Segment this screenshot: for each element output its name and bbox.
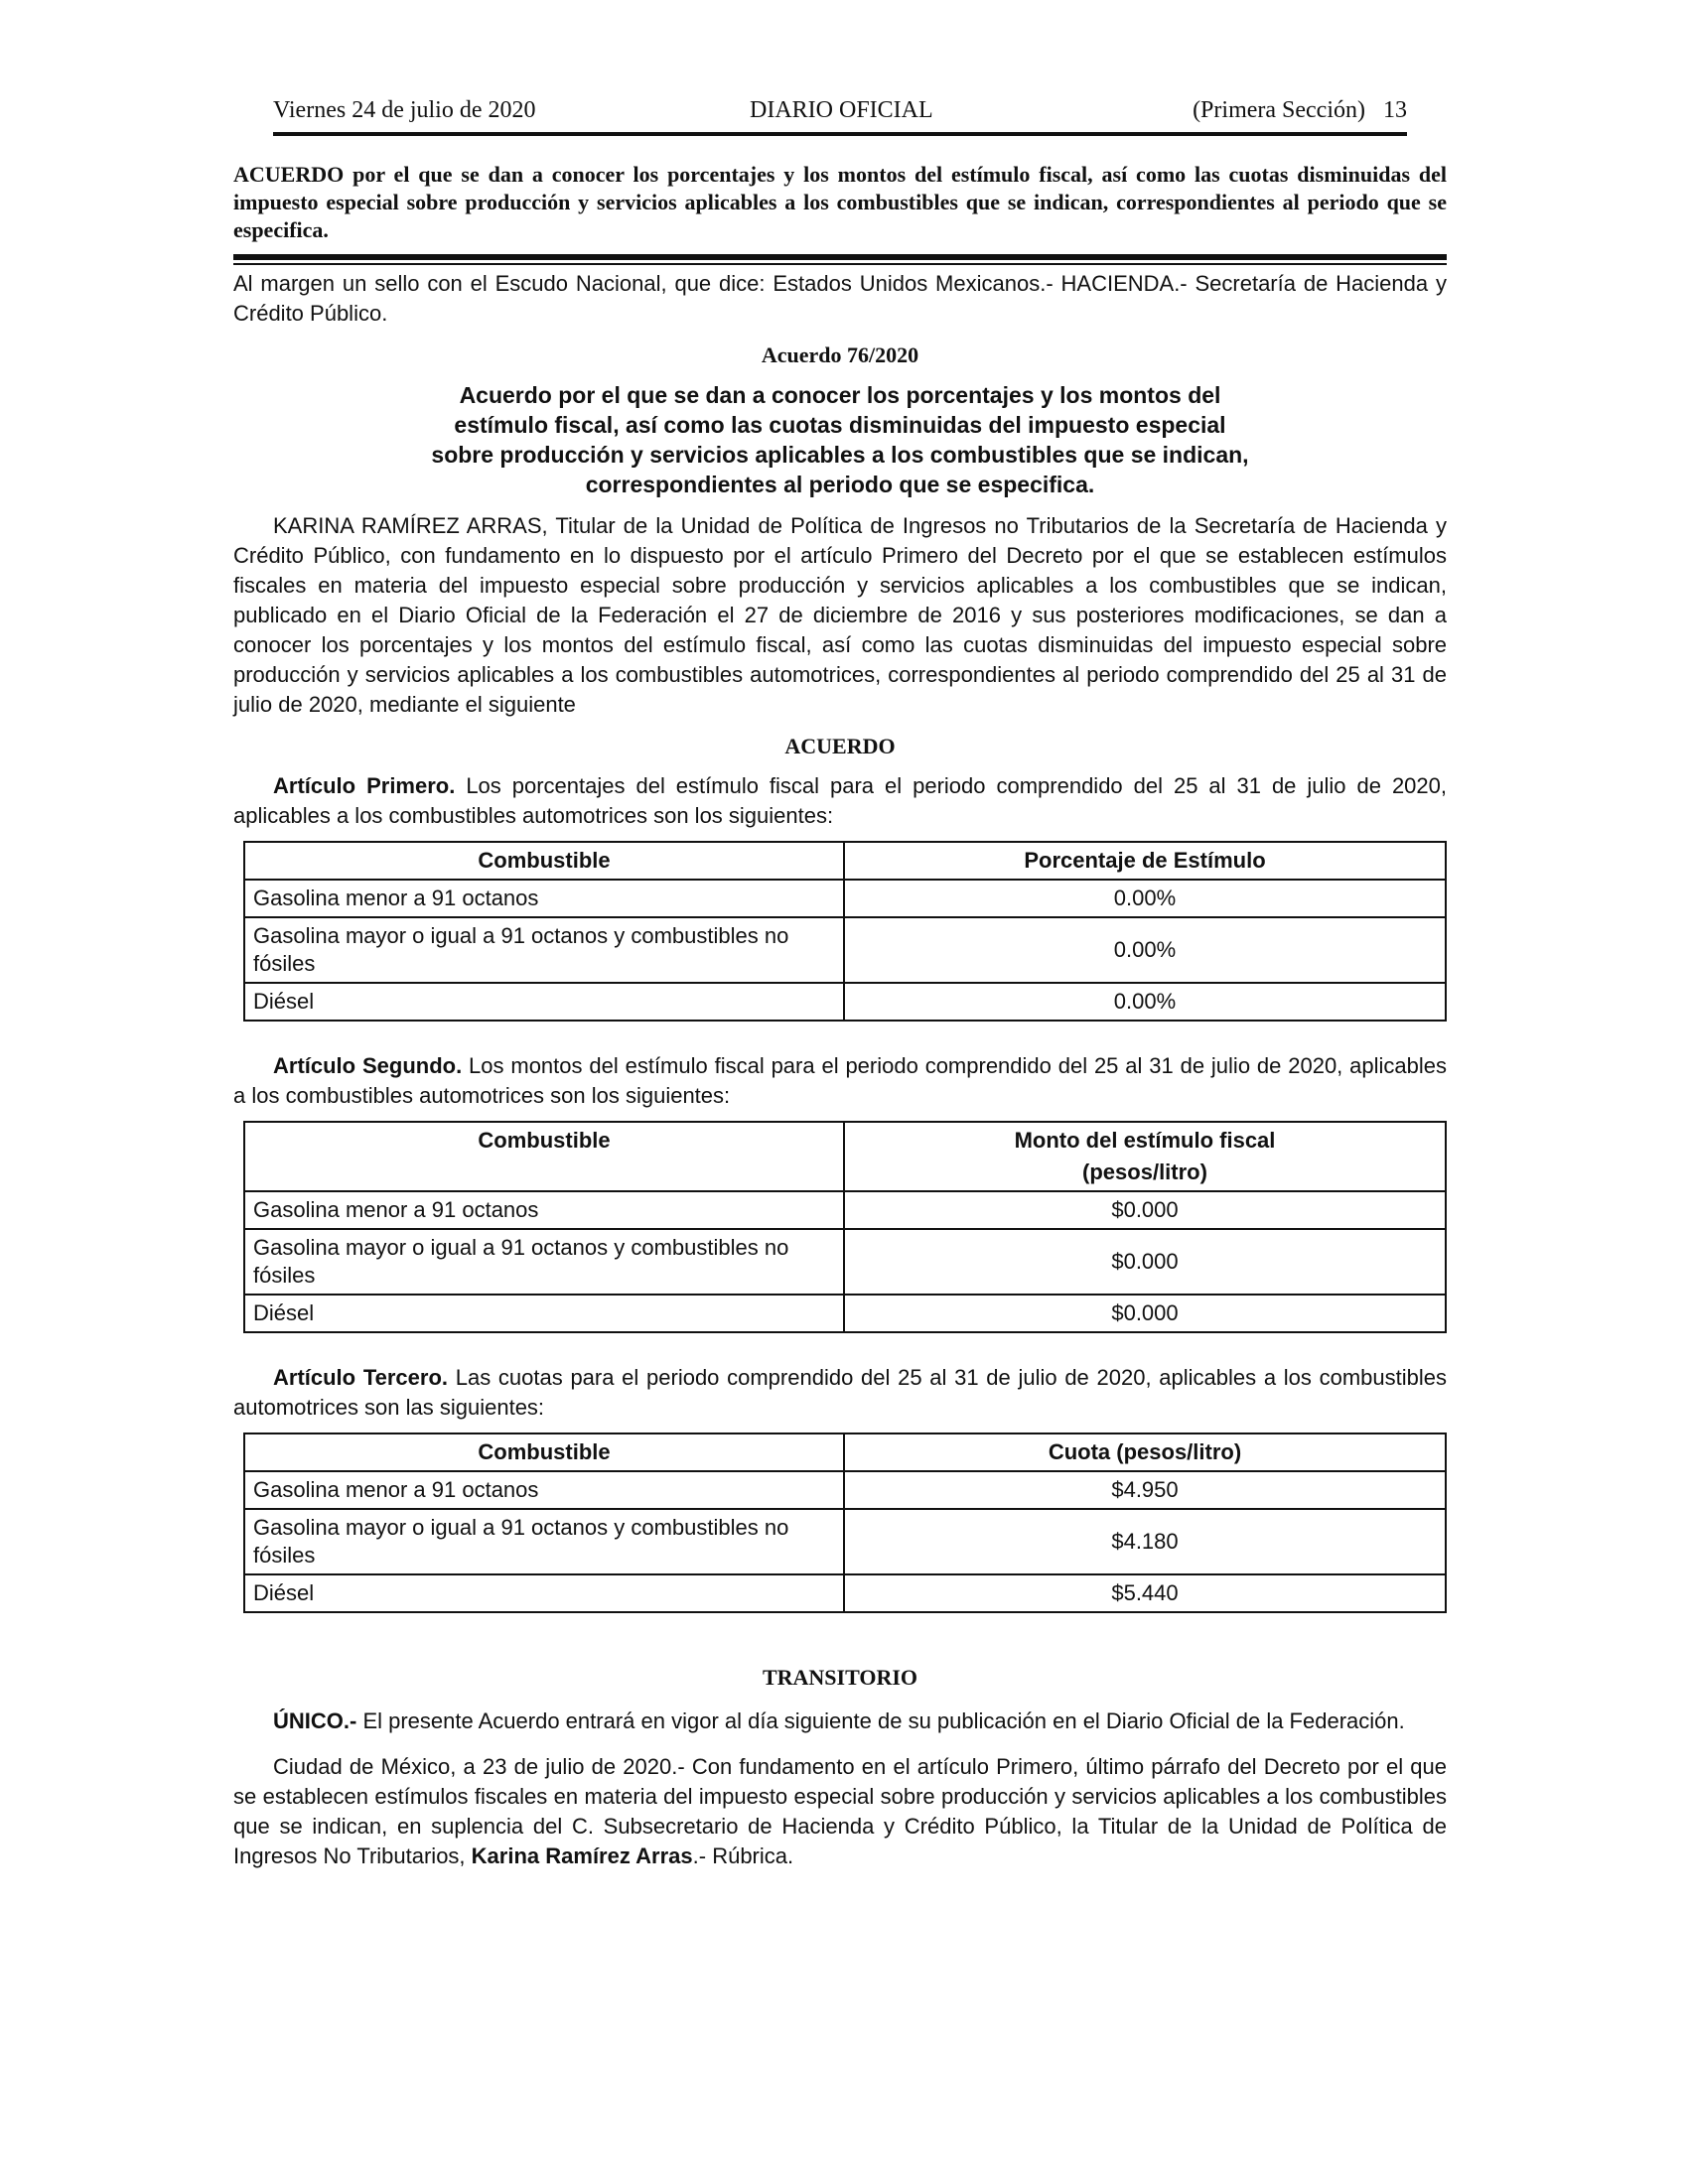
table-percentages — [243, 841, 1447, 1022]
transitorio-heading: TRANSITORIO — [762, 1665, 918, 1690]
fuel-cell: Gasolina menor a 91 octanos — [244, 880, 844, 917]
table-header-row — [244, 1433, 1446, 1471]
table-row — [244, 1509, 1446, 1574]
header-page-number: 13 — [1383, 97, 1407, 123]
acuerdo-heading: ACUERDO — [784, 734, 896, 758]
article-segundo-text: Los montos del estímulo fiscal para el periodo comprendido del 25 al 31 de julio de 2020, aplicables a los combustibles automotrices son los siguientes: — [233, 1053, 1447, 1108]
header-publication: DIARIO OFICIAL — [750, 97, 933, 123]
table-header-row — [244, 842, 1446, 880]
header-rule — [273, 132, 1407, 136]
article-tercero — [233, 1363, 1447, 1423]
document-title: ACUERDO por el que se dan a conocer los porcentajes y los montos del estímulo fiscal, así como las cuotas disminuidas del impuesto especial sobre producción y servicios aplicables a los combustibles que se indican, correspondientes al periodo que se especifica. — [233, 162, 1447, 242]
fuel-cell: Gasolina mayor o igual a 91 octanos y combustibles no fósiles — [244, 1509, 844, 1574]
value-cell: 0.00% — [844, 983, 1446, 1021]
closing-text: Ciudad de México, a 23 de julio de 2020.- Con fundamento en el artículo Primero, último párrafo del Decreto por el que se establecen estímulos fiscales en materia del impuesto especial sobre producción y servicios aplicables a los combustibles que se indican, en suplencia del C. Subsecretario de Hacienda y Crédito Público, la Titular de la Unidad de Política de Ingresos No Tributarios, — [233, 1754, 1447, 1868]
article-segundo-label: Artículo Segundo. — [273, 1053, 463, 1078]
transitorio-text: El presente Acuerdo entrará en vigor al día siguiente de su publicación en el Diario Oficial de la Federación. — [356, 1708, 1405, 1733]
acuerdo-number: Acuerdo 76/2020 — [761, 342, 919, 367]
fuel-cell: Gasolina mayor o igual a 91 octanos y combustibles no fósiles — [244, 1229, 844, 1295]
header-section-label: (Primera Sección) — [1193, 97, 1365, 123]
table-row — [244, 917, 1446, 983]
article-primero — [233, 771, 1447, 831]
fuel-cell: Diésel — [244, 1574, 844, 1612]
column-header-fuel: Combustible — [244, 842, 844, 880]
closing-paragraph — [233, 1752, 1447, 1871]
table-row — [244, 983, 1446, 1021]
value-cell: 0.00% — [844, 880, 1446, 917]
table-row — [244, 1191, 1446, 1229]
table-quotas — [243, 1433, 1447, 1613]
article-segundo — [233, 1051, 1447, 1111]
closing-suffix: .- Rúbrica. — [692, 1843, 794, 1868]
column-header-amount-line2: (pesos/litro) — [1082, 1160, 1207, 1184]
signer-name: Karina Ramírez Arras — [471, 1843, 693, 1868]
margin-note: Al margen un sello con el Escudo Nacional, que dice: Estados Unidos Mexicanos.- HACIENDA.- Secretaría de Hacienda y Crédito Público. — [233, 271, 1447, 326]
fuel-cell: Diésel — [244, 983, 844, 1021]
value-cell: $4.950 — [844, 1471, 1446, 1509]
value-cell: $0.000 — [844, 1295, 1446, 1332]
table-row — [244, 1471, 1446, 1509]
table-row — [244, 1295, 1446, 1332]
table-row — [244, 880, 1446, 917]
column-header-percentage: Porcentaje de Estímulo — [844, 842, 1446, 880]
title-double-rule — [233, 254, 1447, 265]
table-row — [244, 1229, 1446, 1295]
header-section — [1193, 97, 1407, 124]
fuel-cell: Gasolina menor a 91 octanos — [244, 1471, 844, 1509]
value-cell: $4.180 — [844, 1509, 1446, 1574]
intro-paragraph: KARINA RAMÍREZ ARRAS, Titular de la Unidad de Política de Ingresos no Tributarios de la Secretaría de Hacienda y Crédito Público, con fundamento en lo dispuesto por el artículo Primero del Decreto por el que se establecen estímulos fiscales en materia del impuesto especial sobre producción y servicios aplicables a los combustibles que se indican, publicado en el Diario Oficial de la Federación el 27 de diciembre de 2016 y sus posteriores modificaciones, se dan a conocer los porcentajes y los montos del estímulo fiscal, así como las cuotas disminuidas del impuesto especial sobre producción y servicios aplicables a los combustibles automotrices, correspondientes al periodo comprendido del 25 al 31 de julio de 2020, mediante el siguiente — [233, 513, 1447, 717]
transitorio-label: ÚNICO.- — [273, 1708, 357, 1733]
transitorio-unico — [233, 1706, 1447, 1736]
acuerdo-subtitle: Acuerdo por el que se dan a conocer los porcentajes y los montos del estímulo fiscal, así como las cuotas disminuidas del impuesto especial sobre producción y servicios aplicables a los combustibles que se indican, correspondientes al periodo que se especifica. — [431, 382, 1249, 497]
table-header-row — [244, 1122, 1446, 1191]
fuel-cell: Gasolina mayor o igual a 91 octanos y combustibles no fósiles — [244, 917, 844, 983]
article-primero-text: Los porcentajes del estímulo fiscal para el periodo comprendido del 25 al 31 de julio de 2020, aplicables a los combustibles automotrices son los siguientes: — [233, 773, 1447, 828]
column-header-quota: Cuota (pesos/litro) — [844, 1433, 1446, 1471]
table-amounts — [243, 1121, 1447, 1333]
table-row — [244, 1574, 1446, 1612]
article-tercero-label: Artículo Tercero. — [273, 1365, 449, 1390]
value-cell: $0.000 — [844, 1229, 1446, 1295]
document-page — [233, 89, 1447, 1871]
page-header — [233, 89, 1447, 129]
article-tercero-text: Las cuotas para el periodo comprendido del 25 al 31 de julio de 2020, aplicables a los combustibles automotrices son las siguientes: — [233, 1365, 1447, 1420]
column-header-fuel: Combustible — [244, 1433, 844, 1471]
fuel-cell: Gasolina menor a 91 octanos — [244, 1191, 844, 1229]
fuel-cell: Diésel — [244, 1295, 844, 1332]
value-cell: $5.440 — [844, 1574, 1446, 1612]
value-cell: 0.00% — [844, 917, 1446, 983]
column-header-amount-line1: Monto del estímulo fiscal — [1014, 1128, 1276, 1153]
header-date: Viernes 24 de julio de 2020 — [273, 97, 536, 123]
column-header-fuel: Combustible — [244, 1122, 844, 1191]
value-cell: $0.000 — [844, 1191, 1446, 1229]
column-header-amount — [844, 1122, 1446, 1191]
article-primero-label: Artículo Primero. — [273, 773, 456, 798]
